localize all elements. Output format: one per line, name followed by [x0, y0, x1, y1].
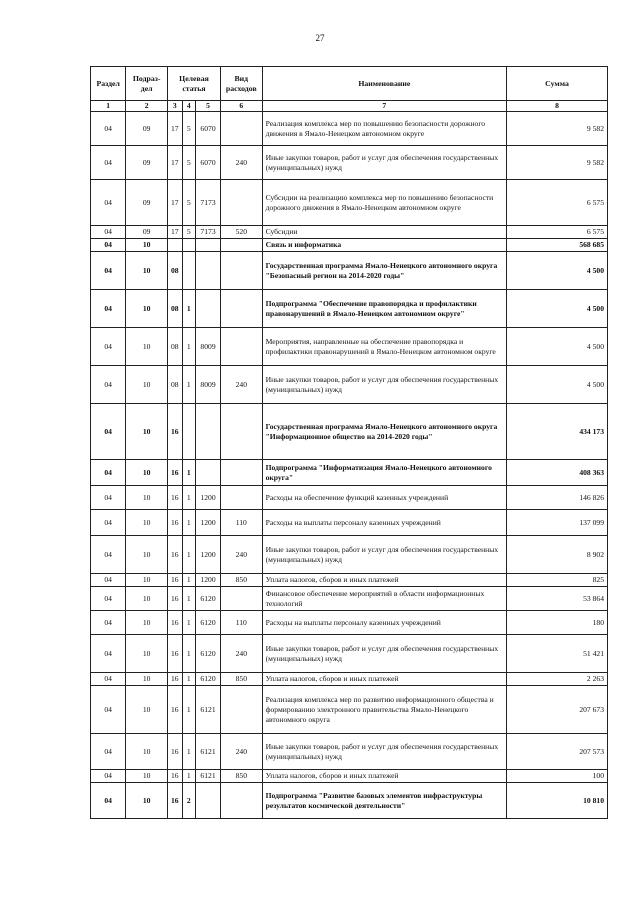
cell-program: 16	[167, 673, 182, 686]
cell-subprogram: 1	[182, 770, 196, 783]
cell-subprogram	[182, 252, 196, 290]
cell-name: Уплата налогов, сборов и иных платежей	[262, 574, 506, 587]
cell-subsection: 09	[126, 146, 168, 180]
cell-expense-type: 240	[221, 366, 263, 404]
cell-expense-type	[221, 328, 263, 366]
cell-subprogram: 1	[182, 486, 196, 510]
cell-subprogram: 5	[182, 180, 196, 226]
cell-subprogram: 1	[182, 673, 196, 686]
cell-name: Государственная программа Ямало-Ненецкого автономного округа "Безопасный регион на 2014-2020 годы"	[262, 252, 506, 290]
header-target: Целевая статья	[167, 67, 220, 101]
cell-direction	[196, 404, 221, 460]
cell-subsection: 10	[126, 290, 168, 328]
table-row	[91, 239, 608, 252]
cell-subprogram: 5	[182, 146, 196, 180]
cell-amount: 51 421	[507, 635, 608, 673]
cell-subprogram: 1	[182, 635, 196, 673]
column-number: 1	[91, 101, 126, 112]
cell-amount: 146 826	[507, 486, 608, 510]
cell-program: 16	[167, 536, 182, 574]
header-row	[91, 67, 608, 101]
table-row	[91, 226, 608, 239]
cell-section: 04	[91, 587, 126, 611]
cell-subprogram: 2	[182, 783, 196, 819]
column-number: 5	[196, 101, 221, 112]
cell-subsection: 10	[126, 635, 168, 673]
cell-name: Субсидии на реализацию комплекса мер по повышению безопасности дорожного движения в Ямало-Ненецком автономном округе	[262, 180, 506, 226]
column-number: 8	[507, 101, 608, 112]
cell-direction: 7173	[196, 226, 221, 239]
cell-amount: 4 500	[507, 290, 608, 328]
cell-direction: 1200	[196, 574, 221, 587]
cell-amount: 180	[507, 611, 608, 635]
cell-program: 17	[167, 146, 182, 180]
cell-amount: 434 173	[507, 404, 608, 460]
cell-name: Мероприятия, направленные на обеспечение правопорядка и профилактики правонарушений в Ямало-Ненецком автономном округе	[262, 328, 506, 366]
cell-name: Реализация комплекса мер по развитию информационного общества и формированию электронного правительства Ямало-Ненецкого автономного округа	[262, 686, 506, 734]
table-row	[91, 536, 608, 574]
cell-name: Уплата налогов, сборов и иных платежей	[262, 770, 506, 783]
cell-subprogram: 1	[182, 734, 196, 770]
cell-section: 04	[91, 226, 126, 239]
cell-amount: 408 363	[507, 460, 608, 486]
table-row	[91, 252, 608, 290]
table-row	[91, 366, 608, 404]
cell-amount: 568 685	[507, 239, 608, 252]
table-row	[91, 146, 608, 180]
cell-section: 04	[91, 290, 126, 328]
cell-direction	[196, 290, 221, 328]
table-row	[91, 770, 608, 783]
cell-program: 16	[167, 611, 182, 635]
cell-expense-type	[221, 252, 263, 290]
cell-section: 04	[91, 252, 126, 290]
cell-amount: 8 902	[507, 536, 608, 574]
cell-direction: 1200	[196, 510, 221, 536]
cell-amount: 137 099	[507, 510, 608, 536]
table-row	[91, 112, 608, 146]
table-row	[91, 460, 608, 486]
cell-expense-type	[221, 460, 263, 486]
cell-expense-type	[221, 112, 263, 146]
cell-subsection: 10	[126, 328, 168, 366]
cell-name: Иные закупки товаров, работ и услуг для обеспечения государственных (муниципальных) нужд	[262, 366, 506, 404]
cell-amount: 4 500	[507, 328, 608, 366]
cell-program: 16	[167, 404, 182, 460]
cell-program: 16	[167, 460, 182, 486]
cell-direction: 6120	[196, 673, 221, 686]
cell-amount: 100	[507, 770, 608, 783]
cell-program: 17	[167, 180, 182, 226]
cell-section: 04	[91, 404, 126, 460]
cell-subsection: 10	[126, 252, 168, 290]
cell-amount: 207 673	[507, 686, 608, 734]
column-number: 3	[167, 101, 182, 112]
cell-amount: 53 864	[507, 587, 608, 611]
cell-section: 04	[91, 146, 126, 180]
cell-amount: 6 575	[507, 226, 608, 239]
cell-direction	[196, 252, 221, 290]
cell-subsection: 10	[126, 486, 168, 510]
cell-subprogram: 1	[182, 587, 196, 611]
cell-section: 04	[91, 734, 126, 770]
cell-subsection: 10	[126, 404, 168, 460]
cell-name: Подпрограмма "Обеспечение правопорядка и профилактики правонарушений в Ямало-Ненецком автономном округе"	[262, 290, 506, 328]
cell-name: Расходы на выплаты персоналу казенных учреждений	[262, 611, 506, 635]
cell-name: Уплата налогов, сборов и иных платежей	[262, 673, 506, 686]
cell-subprogram: 1	[182, 460, 196, 486]
cell-expense-type: 240	[221, 635, 263, 673]
cell-subsection: 09	[126, 180, 168, 226]
table-row	[91, 574, 608, 587]
cell-subprogram	[182, 404, 196, 460]
cell-program: 16	[167, 783, 182, 819]
cell-program: 08	[167, 290, 182, 328]
table-row	[91, 290, 608, 328]
cell-subsection: 10	[126, 783, 168, 819]
cell-expense-type	[221, 783, 263, 819]
page-number: 27	[315, 33, 325, 43]
cell-program: 16	[167, 587, 182, 611]
cell-subsection: 10	[126, 536, 168, 574]
column-number: 6	[221, 101, 263, 112]
header-expense-type: Вид расходов	[221, 67, 263, 101]
cell-amount: 825	[507, 574, 608, 587]
cell-name: Иные закупки товаров, работ и услуг для обеспечения государственных (муниципальных) нужд	[262, 146, 506, 180]
cell-section: 04	[91, 770, 126, 783]
cell-section: 04	[91, 366, 126, 404]
cell-direction: 6070	[196, 112, 221, 146]
cell-subsection: 10	[126, 239, 168, 252]
cell-amount: 6 575	[507, 180, 608, 226]
cell-program: 16	[167, 770, 182, 783]
cell-program: 16	[167, 510, 182, 536]
cell-subsection: 10	[126, 574, 168, 587]
cell-program: 16	[167, 574, 182, 587]
cell-expense-type: 240	[221, 536, 263, 574]
cell-section: 04	[91, 673, 126, 686]
cell-direction	[196, 239, 221, 252]
cell-section: 04	[91, 486, 126, 510]
cell-subprogram: 1	[182, 611, 196, 635]
cell-name: Связь и информатика	[262, 239, 506, 252]
cell-program	[167, 239, 182, 252]
cell-subprogram: 1	[182, 290, 196, 328]
cell-section: 04	[91, 783, 126, 819]
cell-expense-type	[221, 404, 263, 460]
cell-subsection: 10	[126, 611, 168, 635]
cell-direction: 6121	[196, 770, 221, 783]
cell-program: 16	[167, 686, 182, 734]
cell-amount: 2 263	[507, 673, 608, 686]
column-number: 4	[182, 101, 196, 112]
cell-section: 04	[91, 460, 126, 486]
cell-expense-type: 520	[221, 226, 263, 239]
cell-section: 04	[91, 574, 126, 587]
table-row	[91, 686, 608, 734]
cell-expense-type	[221, 239, 263, 252]
cell-amount: 4 500	[507, 252, 608, 290]
cell-section: 04	[91, 239, 126, 252]
cell-direction	[196, 783, 221, 819]
cell-amount: 9 582	[507, 112, 608, 146]
cell-direction: 6120	[196, 611, 221, 635]
table-row	[91, 635, 608, 673]
cell-section: 04	[91, 536, 126, 574]
cell-subprogram: 5	[182, 226, 196, 239]
cell-direction: 6121	[196, 686, 221, 734]
cell-subsection: 09	[126, 112, 168, 146]
table-row	[91, 587, 608, 611]
header-subsection: Подраз- дел	[126, 67, 168, 101]
cell-expense-type	[221, 587, 263, 611]
cell-subsection: 09	[126, 226, 168, 239]
cell-direction: 6070	[196, 146, 221, 180]
cell-expense-type: 240	[221, 734, 263, 770]
header-amount: Сумма	[507, 67, 608, 101]
cell-name: Финансовое обеспечение мероприятий в области информационных технологий	[262, 587, 506, 611]
cell-subsection: 10	[126, 673, 168, 686]
cell-program: 16	[167, 635, 182, 673]
cell-direction: 6120	[196, 587, 221, 611]
table-row	[91, 328, 608, 366]
cell-section: 04	[91, 635, 126, 673]
cell-expense-type: 850	[221, 574, 263, 587]
cell-name: Реализация комплекса мер по повышению безопасности дорожного движения в Ямало-Ненецком автономном округе	[262, 112, 506, 146]
table-row	[91, 673, 608, 686]
cell-section: 04	[91, 686, 126, 734]
cell-direction: 6121	[196, 734, 221, 770]
cell-expense-type	[221, 686, 263, 734]
cell-direction: 8009	[196, 366, 221, 404]
table-row	[91, 734, 608, 770]
table-row	[91, 180, 608, 226]
table-row	[91, 404, 608, 460]
cell-program: 08	[167, 328, 182, 366]
cell-subprogram: 1	[182, 328, 196, 366]
cell-program: 17	[167, 226, 182, 239]
cell-direction: 1200	[196, 486, 221, 510]
cell-name: Расходы на выплаты персоналу казенных учреждений	[262, 510, 506, 536]
cell-name: Иные закупки товаров, работ и услуг для обеспечения государственных (муниципальных) нужд	[262, 536, 506, 574]
cell-subprogram: 1	[182, 574, 196, 587]
cell-section: 04	[91, 328, 126, 366]
cell-subprogram: 1	[182, 686, 196, 734]
cell-expense-type	[221, 486, 263, 510]
cell-subsection: 10	[126, 366, 168, 404]
cell-amount: 207 573	[507, 734, 608, 770]
cell-amount: 10 810	[507, 783, 608, 819]
cell-amount: 4 500	[507, 366, 608, 404]
cell-expense-type: 240	[221, 146, 263, 180]
cell-section: 04	[91, 112, 126, 146]
cell-expense-type: 850	[221, 770, 263, 783]
cell-expense-type	[221, 180, 263, 226]
cell-program: 08	[167, 252, 182, 290]
cell-expense-type	[221, 290, 263, 328]
cell-name: Государственная программа Ямало-Ненецкого автономного округа "Информационное общество на 2014-2020 годы"	[262, 404, 506, 460]
cell-program: 16	[167, 734, 182, 770]
cell-direction: 6120	[196, 635, 221, 673]
cell-subsection: 10	[126, 734, 168, 770]
column-number: 7	[262, 101, 506, 112]
cell-expense-type: 850	[221, 673, 263, 686]
cell-name: Подпрограмма "Развитие базовых элементов инфраструктуры результатов космической деятельности"	[262, 783, 506, 819]
cell-program: 16	[167, 486, 182, 510]
budget-table	[90, 66, 608, 819]
cell-direction: 1200	[196, 536, 221, 574]
cell-direction: 7173	[196, 180, 221, 226]
table-row	[91, 783, 608, 819]
cell-section: 04	[91, 180, 126, 226]
cell-name: Расходы на обеспечение функций казенных учреждений	[262, 486, 506, 510]
cell-subprogram: 1	[182, 536, 196, 574]
cell-program: 08	[167, 366, 182, 404]
cell-subprogram: 5	[182, 112, 196, 146]
header-name: Наименование	[262, 67, 506, 101]
cell-subprogram	[182, 239, 196, 252]
table-row	[91, 510, 608, 536]
table-body	[91, 112, 608, 819]
cell-subsection: 10	[126, 770, 168, 783]
cell-program: 17	[167, 112, 182, 146]
cell-name: Подпрограмма "Информатизация Ямало-Ненецкого автономного округа"	[262, 460, 506, 486]
cell-direction	[196, 460, 221, 486]
table-row	[91, 486, 608, 510]
table-row	[91, 611, 608, 635]
header-section: Раздел	[91, 67, 126, 101]
cell-direction: 8009	[196, 328, 221, 366]
cell-subprogram: 1	[182, 510, 196, 536]
cell-expense-type: 110	[221, 510, 263, 536]
cell-section: 04	[91, 510, 126, 536]
cell-section: 04	[91, 611, 126, 635]
cell-subsection: 10	[126, 460, 168, 486]
cell-expense-type: 110	[221, 611, 263, 635]
column-numbers-row	[91, 101, 608, 112]
cell-name: Субсидии	[262, 226, 506, 239]
cell-subprogram: 1	[182, 366, 196, 404]
cell-subsection: 10	[126, 510, 168, 536]
cell-amount: 9 582	[507, 146, 608, 180]
cell-name: Иные закупки товаров, работ и услуг для обеспечения государственных (муниципальных) нужд	[262, 635, 506, 673]
cell-subsection: 10	[126, 587, 168, 611]
cell-subsection: 10	[126, 686, 168, 734]
cell-name: Иные закупки товаров, работ и услуг для обеспечения государственных (муниципальных) нужд	[262, 734, 506, 770]
column-number: 2	[126, 101, 168, 112]
